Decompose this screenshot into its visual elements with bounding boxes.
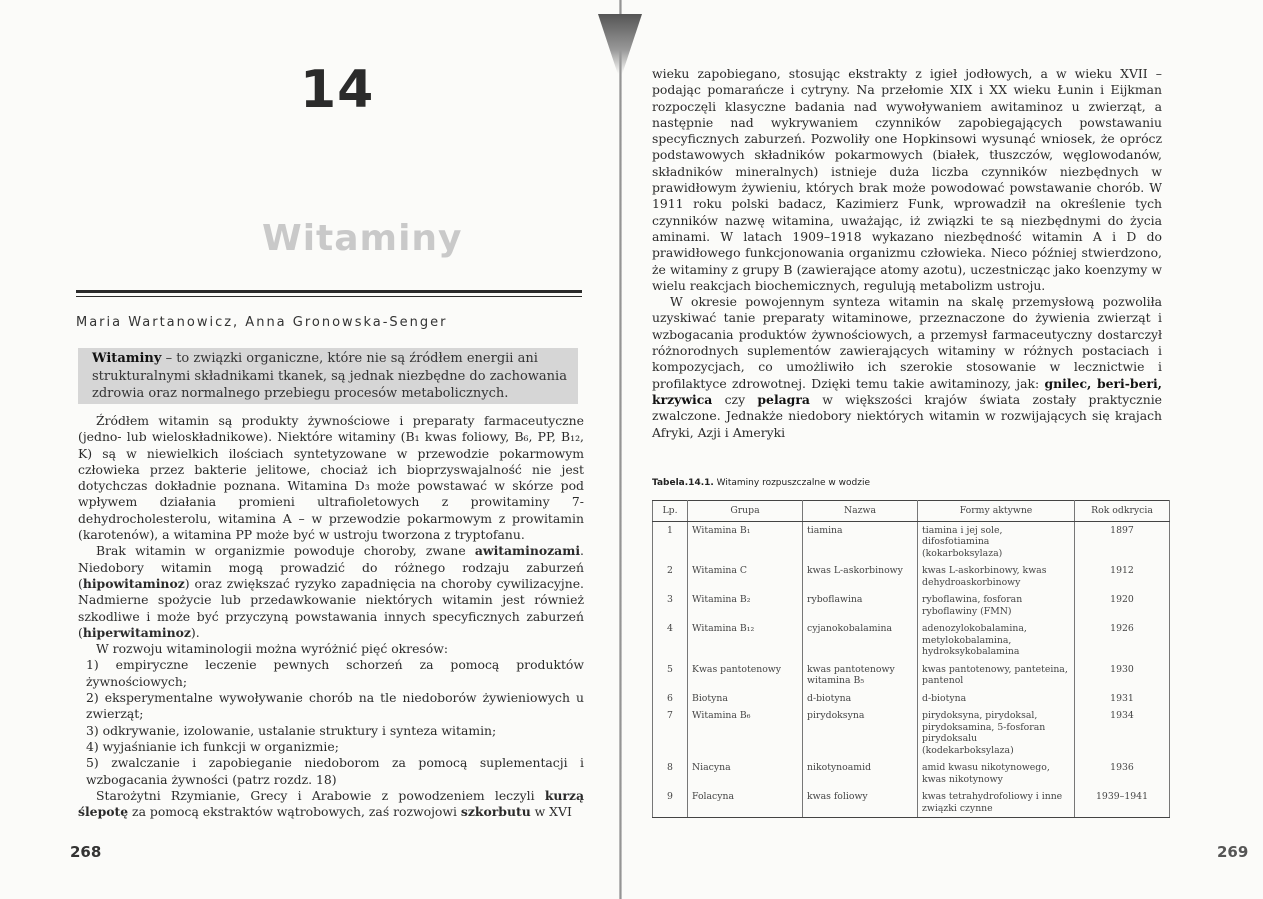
vitamins-table xyxy=(652,500,1170,818)
term-awitaminozy: awitaminozami xyxy=(474,543,581,559)
list-item: 5) zwalczanie i zapobieganie niedoborom za pomocą suplementacji i wzbogacania żywności (patrz rozdz. 18) xyxy=(86,755,584,787)
text-run: w XVI xyxy=(530,804,572,820)
header-formy: Formy aktywne xyxy=(918,501,1075,522)
cell-grupa: Niacyna xyxy=(688,759,803,788)
cell-nazwa: cyjanokobalamina xyxy=(803,620,918,661)
cell-nazwa: kwas pantotenowy witamina B₅ xyxy=(803,661,918,690)
table-row xyxy=(653,661,1170,690)
definition-box xyxy=(78,348,578,404)
cell-formy: ryboflawina, fosforan ryboflawiny (FMN) xyxy=(918,591,1075,620)
paragraph: W rozwoju witaminologii można wyróżnić pięć okresów: xyxy=(96,641,449,657)
text-run: Starożytni Rzymianie, Grecy i Arabowie z powodzeniem leczyli xyxy=(96,787,545,803)
list-item: 2) eksperymentalne wywoływanie chorób na tle niedoborów żywieniowych u zwierząt; xyxy=(86,690,584,722)
cell-lp: 4 xyxy=(653,620,688,661)
text-run: w większości krajów świata zostały praktycznie zwalczone. Jednakże niedobory niektórych witamin w rozwijających się krajach Afryki, Azji i Ameryki xyxy=(652,391,1162,440)
table-header-row xyxy=(653,501,1170,522)
left-page xyxy=(0,0,619,899)
table-row xyxy=(653,620,1170,661)
chapter-rule-thin xyxy=(76,296,582,297)
definition-term: Witaminy xyxy=(92,351,162,366)
text-run: ) oraz zwiększać ryzyko zapadnięcia na choroby cywilizacyjne. Nadmierne spożycie lub przedawkowanie niektórych witamin jest również szkodliwe i może być przyczyną powstawania innych specyficznych zaburzeń ( xyxy=(78,575,584,640)
cell-rok: 1920 xyxy=(1075,591,1170,620)
term-kurza-slepota: kurzą ślepotę xyxy=(78,787,584,820)
list-item: 1) empiryczne leczenie pewnych schorzeń za pomocą produktów żywnościowych; xyxy=(86,657,584,689)
header-nazwa: Nazwa xyxy=(803,501,918,522)
cell-rok: 1936 xyxy=(1075,759,1170,788)
cell-formy: d-biotyna xyxy=(918,690,1075,708)
table-caption xyxy=(652,478,870,488)
header-lp: Lp. xyxy=(653,501,688,522)
cell-lp: 3 xyxy=(653,591,688,620)
chapter-rule xyxy=(76,290,582,293)
term-hiperwitaminozy: hiperwitaminoz xyxy=(82,624,191,640)
cell-grupa: Witamina B₆ xyxy=(688,707,803,759)
cell-grupa: Folacyna xyxy=(688,788,803,818)
table-row xyxy=(653,521,1170,562)
cell-nazwa: nikotynoamid xyxy=(803,759,918,788)
term-hipowitaminozy: hipowitaminoz xyxy=(82,575,185,591)
term-szkorbut: szkorbutu xyxy=(460,804,531,820)
text-run: . Niedobory witamin mogą prowadzić do różnego rodzaju zaburzeń ( xyxy=(78,543,584,591)
cell-formy: kwas pantotenowy, panteteina, pantenol xyxy=(918,661,1075,690)
right-page xyxy=(622,0,1263,899)
table-row xyxy=(653,707,1170,759)
page-number-right: 269 xyxy=(1217,843,1249,861)
text-run: W okresie powojennym synteza witamin na skalę przemysłową pozwoliła uzyskiwać tanie preparaty witaminowe, przeznaczone do żywienia zwierząt i wzbogacania produktów żywnościowych, a przemysł farmaceutyczny dostarczył różnorodnych suplementów zawierających witaminy w różnych postaciach i kompozycjach, co umożliwiło ich szerokie stosowanie w lecznictwie i profilaktyce zdrowotnej. Dzięki temu takie awitaminozy, jak: xyxy=(652,294,1162,391)
cell-formy: amid kwasu nikotynowego, kwas nikotynowy xyxy=(918,759,1075,788)
cell-formy: kwas L-askorbinowy, kwas dehydroaskorbinowy xyxy=(918,562,1075,591)
cell-grupa: Witamina B₁₂ xyxy=(688,620,803,661)
cell-lp: 2 xyxy=(653,562,688,591)
term-diseases: gnilec, beri-beri, krzywica xyxy=(652,375,1162,407)
paragraph xyxy=(652,294,1162,441)
cell-formy: pirydoksyna, pirydoksal, pirydoksamina, 5-fosforan pirydoksalu (kodekarboksylaza) xyxy=(918,707,1075,759)
cell-grupa: Witamina B₂ xyxy=(688,591,803,620)
cell-nazwa: ryboflawina xyxy=(803,591,918,620)
cell-rok: 1939–1941 xyxy=(1075,788,1170,818)
cell-nazwa: kwas L-askorbinowy xyxy=(803,562,918,591)
left-body-text xyxy=(78,413,584,820)
text-run: ). xyxy=(190,624,200,640)
term-pelagra: pelagra xyxy=(757,391,810,407)
paragraph: wieku zapobiegano, stosując ekstrakty z igieł jodłowych, a w wieku XVII – podając pomarańcze i cytryny. Na przełomie XIX i XX wieku Łunin i Eijkman rozpoczęli klasyczne badania nad wywoływaniem awitaminoz u zwierząt, a następnie nad wykrywaniem czynników zapobiegających powstawaniu specyficznych zaburzeń. Pozwoliły one Hopkinsowi wysunąć wniosek, że oprócz podstawowych składników pokarmowych (białek, tłuszczów, węglowodanów, składników mineralnych) istnieje duża liczba czynników niezbędnych w prawidłowym żywieniu, których brak może powodować powstawanie chorób. W 1911 roku polski badacz, Kazimierz Funk, wprowadził na określenie tych czynników nazwę witamina, uważając, iż związki te są niezbędnymi do życia aminami. W latach 1909–1918 wykazano niezbędność witamin A i D do prawidłowego funkcjonowania organizmu człowieka. Nieco później stwierdzono, że witaminy z grupy B (zawierające atomy azotu), uczestnicząc jako koenzymy w wielu reakcjach biochemicznych, regulują metabolizm ustroju. xyxy=(652,66,1162,293)
header-rok: Rok odkrycia xyxy=(1075,501,1170,522)
table-caption-label: Tabela.14.1. xyxy=(652,478,714,488)
cell-nazwa: pirydoksyna xyxy=(803,707,918,759)
paragraph xyxy=(78,543,584,641)
table-row xyxy=(653,690,1170,708)
chapter-number: 14 xyxy=(300,60,375,120)
cell-grupa: Witamina C xyxy=(688,562,803,591)
cell-lp: 9 xyxy=(653,788,688,818)
header-grupa: Grupa xyxy=(688,501,803,522)
cell-rok: 1897 xyxy=(1075,521,1170,562)
table-row xyxy=(653,788,1170,818)
cell-grupa: Witamina B₁ xyxy=(688,521,803,562)
cell-rok: 1926 xyxy=(1075,620,1170,661)
cell-nazwa: tiamina xyxy=(803,521,918,562)
list-item: 3) odkrywanie, izolowanie, ustalanie struktury i synteza witamin; xyxy=(86,722,497,738)
paragraph xyxy=(78,788,584,821)
cell-rok: 1934 xyxy=(1075,707,1170,759)
cell-rok: 1930 xyxy=(1075,661,1170,690)
cell-grupa: Biotyna xyxy=(688,690,803,708)
cell-lp: 7 xyxy=(653,707,688,759)
cell-lp: 1 xyxy=(653,521,688,562)
page-number-left: 268 xyxy=(70,843,102,861)
cell-lp: 8 xyxy=(653,759,688,788)
cell-formy: tiamina i jej sole, difosfotiamina (kokarboksylaza) xyxy=(918,521,1075,562)
cell-formy: adenozylokobalamina, metylokobalamina, hydroksykobalamina xyxy=(918,620,1075,661)
paragraph: Źródłem witamin są produkty żywnościowe i preparaty farmaceutyczne (jedno- lub wieloskładnikowe). Niektóre witaminy (B₁ kwas foliowy, B₆, PP, B₁₂, K) są w niewielkich ilościach syntetyzowane w przewodzie pokarmowym człowieka przez bakterie jelitowe, chociaż ich bioprzyswajalność nie jest dotychczas dokładnie poznana. Witamina D₃ może powstawać w skórze pod wpływem działania promieni ultrafioletowych z prowitaminy 7-dehydrocholesterolu, witamina A – w przewodzie pokarmowym z prowitamin (karotenów), a witamina PP może być w ustroju tworzona z tryptofanu. xyxy=(78,413,584,543)
cell-rok: 1912 xyxy=(1075,562,1170,591)
cell-rok: 1931 xyxy=(1075,690,1170,708)
text-run: za pomocą ekstraktów wątrobowych, zaś rozwojowi xyxy=(128,804,461,820)
cell-nazwa: kwas foliowy xyxy=(803,788,918,818)
text-run: Brak witamin w organizmie powoduje choroby, zwane xyxy=(96,543,475,559)
chapter-authors: Maria Wartanowicz, Anna Gronowska-Senger xyxy=(76,315,448,330)
table-row xyxy=(653,591,1170,620)
table-row xyxy=(653,759,1170,788)
cell-formy: kwas tetrahydrofoliowy i inne związki czynne xyxy=(918,788,1075,818)
cell-lp: 5 xyxy=(653,661,688,690)
cell-nazwa: d-biotyna xyxy=(803,690,918,708)
table-caption-text: Witaminy rozpuszczalne w wodzie xyxy=(713,478,870,488)
chapter-title: Witaminy xyxy=(262,218,463,259)
table-row xyxy=(653,562,1170,591)
definition-text: – to związki organiczne, które nie są źródłem energii ani strukturalnymi składnikami tkanek, są jednak niezbędne do zachowania zdrowia oraz normalnego przebiegu procesów metabolicznych. xyxy=(92,351,567,401)
cell-lp: 6 xyxy=(653,690,688,708)
list-item: 4) wyjaśnianie ich funkcji w organizmie; xyxy=(86,738,339,754)
right-body-text xyxy=(652,66,1162,441)
cell-grupa: Kwas pantotenowy xyxy=(688,661,803,690)
text-run: czy xyxy=(712,391,758,407)
